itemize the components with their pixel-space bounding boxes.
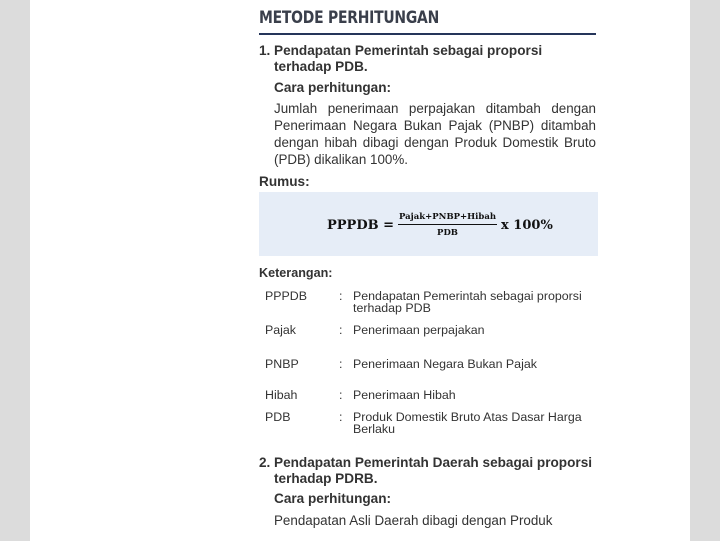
formula-numerator: Pajak+PNBP+Hibah: [398, 212, 497, 225]
keterangan-term: PNBP: [265, 357, 299, 371]
formula-rhs: x 100%: [501, 217, 553, 233]
keterangan-colon: :: [339, 289, 343, 303]
section-2-title: [259, 455, 598, 487]
keterangan-colon: :: [339, 410, 343, 424]
section-2-method-label: Cara perhitungan:: [274, 491, 392, 506]
keterangan-colon: :: [339, 357, 343, 371]
keterangan-definition: Penerimaan Hibah: [353, 388, 456, 402]
keterangan-term: Pajak: [265, 323, 296, 337]
keterangan-definition: Produk Domestik Bruto Atas Dasar Harga Berlaku: [353, 410, 582, 436]
section-2-number: 2.: [259, 455, 271, 470]
keterangan-term: Hibah: [265, 388, 298, 402]
section-1-method-label: Cara perhitungan:: [274, 80, 392, 95]
section-1-method-text: Jumlah penerimaan perpajakan ditambah dengan Penerimaan Negara Bukan Pajak (PNBP) ditambah dengan hibah dibagi dengan Produk Domestik Bruto (PDB) dikalikan 100%.: [274, 101, 596, 167]
keterangan-colon: :: [339, 388, 343, 402]
rumus-label: Rumus:: [259, 174, 310, 189]
section-2-method-text: Pendapatan Asli Daerah dibagi dengan Produk: [274, 513, 553, 528]
section-1-number: 1.: [259, 43, 271, 58]
keterangan-definition: Penerimaan perpajakan: [353, 323, 485, 337]
keterangan-colon: :: [339, 323, 343, 337]
formula-lhs: PPPDB =: [327, 217, 395, 233]
formula-fraction: [398, 212, 497, 238]
keterangan-term: PDB: [265, 410, 291, 424]
document-page: [30, 0, 690, 541]
keterangan-term: PPPDB: [265, 289, 308, 303]
keterangan-label: Keterangan:: [259, 266, 333, 280]
keterangan-definition: Penerimaan Negara Bukan Pajak: [353, 357, 537, 371]
formula-denominator: PDB: [437, 228, 458, 238]
section-heading: METODE PERHITUNGAN: [259, 8, 440, 28]
section-1-title: [259, 43, 598, 75]
section-2-title-text: Pendapatan Pemerintah Daerah sebagai proporsi terhadap PDRB.: [274, 455, 593, 486]
formula-box: [259, 192, 598, 256]
heading-underline: [259, 33, 596, 35]
formula: [327, 212, 553, 238]
section-1-title-text: Pendapatan Pemerintah sebagai proporsi terhadap PDB.: [274, 43, 543, 74]
keterangan-definition: Pendapatan Pemerintah sebagai proporsi terhadap PDB: [353, 289, 582, 315]
